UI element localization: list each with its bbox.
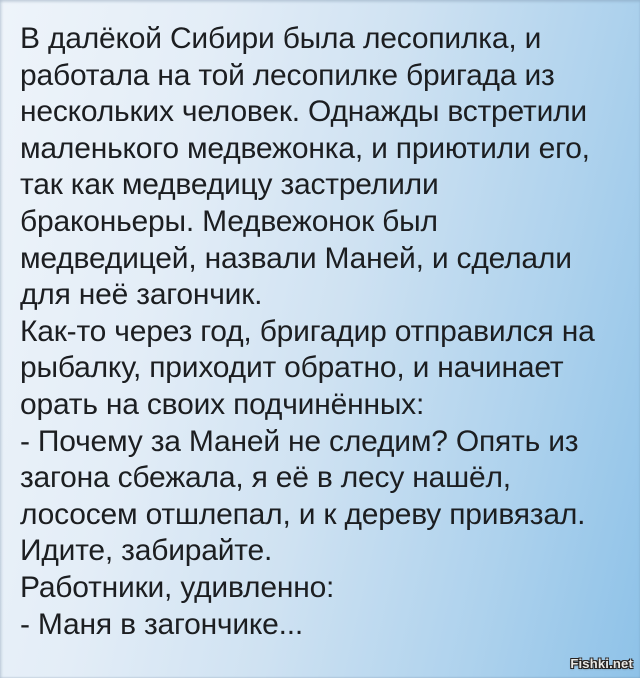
story-line: браконьеры. Медвежонок был <box>20 204 438 238</box>
story-line: орать на своих подчинённых: <box>20 387 425 421</box>
story-line: так как медведицу застрелили <box>20 168 439 202</box>
story-line: загона сбежала, я её в лесу нашёл, <box>20 461 511 495</box>
story-line: В далёкой Сибири была лесопилка, и <box>20 22 542 55</box>
story-line: рыбалку, приходит обратно, и начинает <box>20 351 564 385</box>
story-line: - Маня в загончике... <box>20 607 304 641</box>
story-line: Работники, удивленно: <box>20 570 335 604</box>
watermark-fishki: Fishki.net <box>570 656 633 671</box>
story-line: работала на той лесопилке бригада из <box>20 58 555 92</box>
story-text <box>20 21 636 643</box>
story-line: лососем отшлепал, и к дереву привязал. <box>20 497 586 531</box>
story-line: для неё загончик. <box>20 278 263 312</box>
story-line: Идите, забирайте. <box>20 534 273 568</box>
story-line: нескольких человек. Однажды встретили <box>20 95 587 129</box>
story-line: Как-то через год, бригадир отправился на <box>20 314 595 348</box>
story-line: - Почему за Маней не следим? Опять из <box>20 424 579 458</box>
story-line: медведицей, назвали Маней, и сделали <box>20 241 572 275</box>
story-line: маленького медвежонка, и приютили его, <box>20 131 590 165</box>
